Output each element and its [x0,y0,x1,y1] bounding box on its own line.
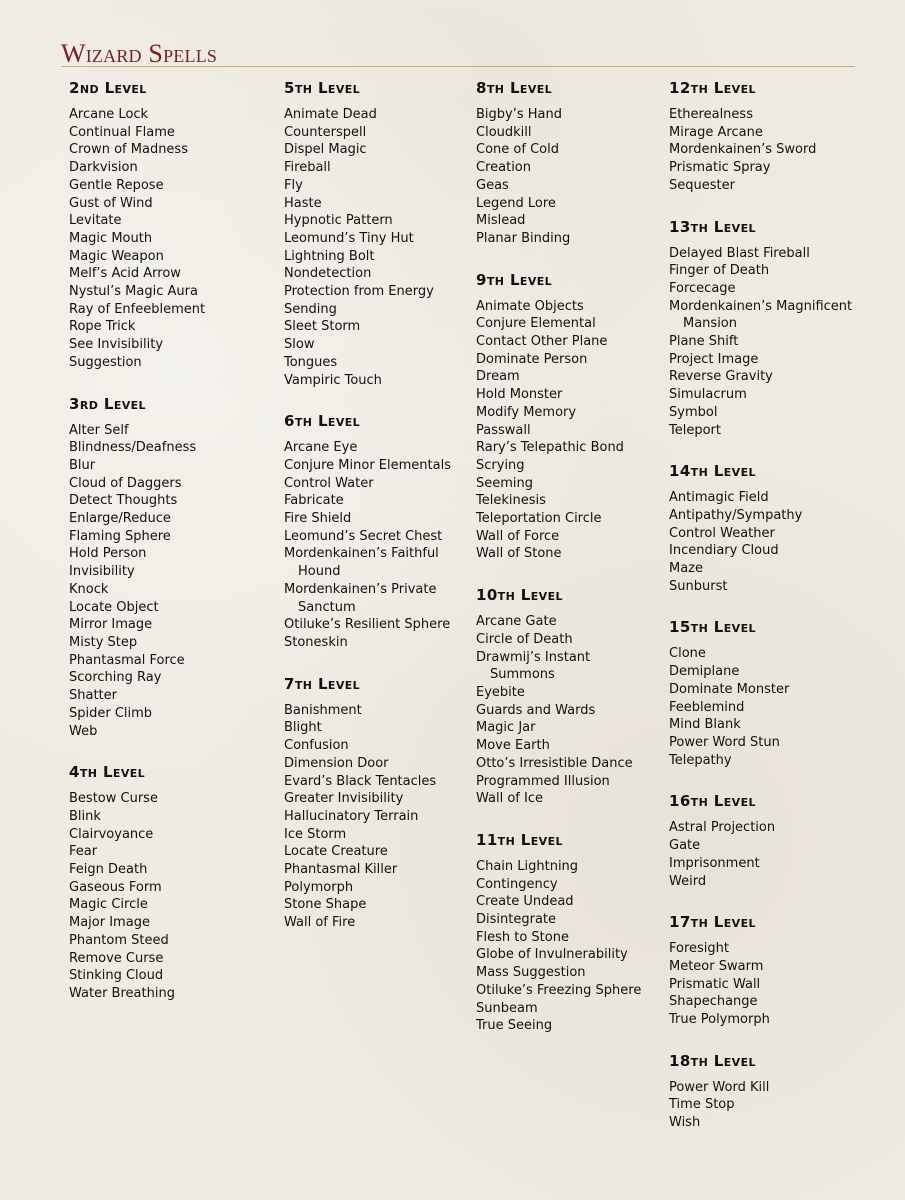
spell-item: Darkvision [69,160,138,176]
spell-item: Magic Weapon [69,248,164,264]
spell-item: Mass Suggestion [476,965,586,981]
spell-item: Magic Circle [69,897,148,913]
level-heading: 2nd Level [69,79,147,97]
spell-item: Power Word Stun [669,734,780,750]
spell-item: Scrying [476,457,525,473]
spell-item: See Invisibility [69,337,164,353]
level-heading: 16th Level [669,792,756,811]
spell-item: Disintegrate [476,912,556,928]
spell-item: Prismatic Wall [669,976,761,992]
level-heading: 4th Level [69,763,146,782]
spell-item: Legend Lore [476,195,556,211]
spell-item: Gust of Wind [69,195,153,211]
spell-item: Mislead [476,213,526,229]
spell-item: Shapechange [669,994,758,1010]
spell-item: Web [69,723,98,739]
spell-item: Major Image [69,915,150,931]
spell-level-section [284,411,466,651]
level-heading: 18th Level [669,1051,756,1070]
spell-item: Blindness/Deafness [69,440,197,456]
spell-item: Stone Shape [284,897,367,913]
spell-item: Hold Person [69,546,147,562]
spell-item: Guards and Wards [476,702,596,718]
spell-item: Teleport [669,422,721,438]
spell-item: Ice Storm [284,826,347,842]
spell-item: Continual Flame [69,124,175,140]
spell-item: Magic Jar [476,720,536,736]
spell-item: Creation [476,160,532,176]
spell-level-section [669,217,899,440]
spell-item: Wall of Fire [284,915,356,931]
spell-level-section [284,78,466,389]
spell-item: Wall of Stone [476,546,562,562]
spell-item: Misty Step [69,634,138,650]
spell-item: Project Image [669,351,759,367]
spell-item: Telepathy [669,752,732,768]
spell-item: Spider Climb [69,705,153,721]
spell-column-1 [69,78,269,1025]
spell-item: Demiplane [669,664,740,680]
spell-item: Locate Object [69,599,159,615]
level-heading: 8th Level [476,79,553,97]
spell-item: Levitate [69,213,122,229]
spell-item: Fire Shield [284,511,352,527]
spell-item: Otiluke’s Freezing Sphere [476,982,642,998]
spell-item: Control Water [284,475,374,491]
spell-item: Astral Projection [669,820,776,836]
spell-item: Ray of Enfeeblement [69,301,206,317]
spell-item: Sequester [669,177,735,193]
spell-item: Power Word Kill [669,1079,770,1095]
spell-item: True Polymorph [669,1012,770,1028]
spell-item: Hypnotic Pattern [284,213,393,229]
spell-list [69,790,269,1002]
spell-item: Rary’s Telepathic Bond [476,440,624,456]
spell-item: Sunburst [669,578,728,594]
spell-list [476,613,658,808]
spell-level-section [669,461,899,595]
spell-item: Conjure Elemental [476,316,596,332]
spell-list [669,106,899,195]
spell-level-section [69,762,269,1002]
spell-item: Dream [476,369,520,385]
spell-item: Feign Death [69,862,148,878]
spell-item: Circle of Death [476,631,573,647]
title-divider [61,66,855,67]
spell-item: Evard’s Black Tentacles [284,773,437,789]
spell-item: Bigby’s Hand [476,107,562,122]
spell-list [669,645,899,769]
level-heading: 14th Level [669,462,756,481]
level-heading: 13th Level [669,217,756,236]
spell-item: Sending [284,301,337,317]
spell-item: Animate Objects [476,298,584,314]
spell-item: Phantasmal Force [69,652,185,668]
spell-list [669,940,899,1029]
spell-item: Mirage Arcane [669,124,763,140]
level-heading: 6th Level [284,412,361,431]
spell-item: Time Stop [669,1097,735,1113]
spell-item: Plane Shift [669,334,739,350]
spell-item: Invisibility [69,564,135,580]
spell-item: Hallucinatory Terrain [284,808,419,824]
spell-item: Bestow Curse [69,791,158,807]
spell-item: Nystul’s Magic Aura [69,284,198,300]
spell-item: Phantom Steed [69,932,169,948]
level-heading: 17th Level [669,913,756,932]
spell-item: Enlarge/Reduce [69,511,171,527]
spell-item: Protection from Energy [284,284,434,300]
spell-item: Blight [284,720,322,736]
spell-item: Prismatic Spray [669,160,771,176]
spell-item: Mind Blank [669,717,741,733]
spell-item: Eyebite [476,684,525,700]
spell-item: Mordenkainen’s Private Sanctum [284,581,437,615]
spell-item: Alter Self [69,422,129,438]
spell-item: Fabricate [284,493,344,509]
spell-item: Forcecage [669,280,736,296]
level-heading: 10th Level [476,586,563,605]
spell-item: Planar Binding [476,230,571,246]
spell-item: Passwall [476,422,531,438]
spell-item: Wall of Force [476,528,560,544]
spell-item: Greater Invisibility [284,791,404,807]
spell-item: Suggestion [69,354,142,370]
spell-level-section [669,791,899,890]
spell-item: Dominate Person [476,351,588,367]
spell-item: Contingency [476,876,558,892]
spell-item: Incendiary Cloud [669,543,779,559]
spell-column-4 [669,78,899,1154]
spell-item: Drawmij’s Instant Summons [476,649,591,683]
level-heading: 15th Level [669,618,756,637]
spell-item: Programmed Illusion [476,773,610,789]
spell-item: Clone [669,646,706,662]
spell-list [69,422,269,741]
spell-item: Create Undead [476,894,574,910]
spell-item: Symbol [669,404,718,420]
spell-item: Remove Curse [69,950,164,966]
spell-item: Telekinesis [476,493,546,509]
spell-item: Mordenkainen’s Magnificent Mansion [669,298,853,332]
spell-item: Reverse Gravity [669,369,773,385]
spell-item: Stinking Cloud [69,968,164,984]
spell-list [669,245,899,440]
spell-list [476,858,658,1035]
spell-item: Simulacrum [669,387,747,403]
spell-item: Chain Lightning [476,858,579,874]
spell-level-section [69,394,269,741]
spell-item: Mordenkainen’s Sword [669,142,817,158]
spell-item: Flesh to Stone [476,929,569,945]
spell-item: Hold Monster [476,387,563,403]
spell-list [669,1079,899,1132]
spell-item: Slow [284,337,315,353]
spell-item: Weird [669,873,707,889]
spell-item: Dominate Monster [669,681,790,697]
spell-item: Finger of Death [669,263,770,279]
spell-item: Rope Trick [69,319,136,335]
spell-item: Contact Other Plane [476,334,608,350]
spell-item: Control Weather [669,525,775,541]
spell-item: Wall of Ice [476,791,543,807]
spell-item: Arcane Eye [284,440,358,456]
spell-item: Blur [69,457,96,473]
spell-item: Water Breathing [69,985,175,1001]
spell-item: Scorching Ray [69,670,162,686]
spell-level-section [669,912,899,1029]
spell-item: Haste [284,195,322,211]
spell-level-section [669,78,899,195]
spell-item: Shatter [69,688,117,704]
spell-item: Otto’s Irresistible Dance [476,755,633,771]
spell-item: Fear [69,844,98,860]
spell-item: Meteor Swarm [669,958,764,974]
spell-item: Clairvoyance [69,826,154,842]
spell-list [669,819,899,890]
spell-list [284,439,466,651]
spell-item: Vampiric Touch [284,372,382,388]
spell-item: Globe of Invulnerability [476,947,628,963]
level-heading: 3rd Level [69,394,146,413]
spell-item: Melf’s Acid Arrow [69,266,181,282]
spell-item: Arcane Gate [476,614,557,630]
spell-item: Teleportation Circle [476,511,602,527]
spell-list [69,106,269,372]
spell-list [284,106,466,389]
spell-item: True Seeing [476,1018,553,1034]
spell-item: Conjure Minor Elementals [284,457,451,473]
spell-item: Blink [69,808,101,824]
spell-item: Locate Creature [284,844,388,860]
spell-item: Antimagic Field [669,490,769,506]
spell-item: Mirror Image [69,617,153,633]
spell-item: Crown of Madness [69,142,188,158]
spell-item: Banishment [284,702,362,718]
level-heading: 7th Level [284,674,361,693]
spell-item: Magic Mouth [69,230,153,246]
spell-item: Confusion [284,738,349,754]
spell-item: Modify Memory [476,404,577,420]
level-heading: 12th Level [669,79,756,97]
spell-item: Sunbeam [476,1000,538,1016]
spell-item: Foresight [669,941,729,957]
spell-item: Flaming Sphere [69,528,171,544]
spell-list [476,298,658,564]
spell-item: Otiluke’s Resilient Sphere [284,617,451,633]
spell-item: Maze [669,561,704,577]
page-title: Wizard Spells [61,39,218,68]
spell-item: Delayed Blast Fireball [669,245,810,261]
spell-level-section [476,830,658,1035]
spell-column-2 [284,78,466,954]
spell-level-section [476,585,658,808]
spell-item: Seeming [476,475,534,491]
spell-item: Etherealness [669,107,753,122]
spell-item: Arcane Lock [69,107,149,122]
spell-item: Fly [284,177,303,193]
spell-level-section [669,1051,899,1132]
spell-item: Gaseous Form [69,879,162,895]
spell-item: Leomund’s Tiny Hut [284,230,414,246]
spell-item: Gentle Repose [69,177,164,193]
spell-item: Gate [669,838,701,854]
spell-item: Feeblemind [669,699,745,715]
spell-item: Cone of Cold [476,142,559,158]
spell-item: Nondetection [284,266,372,282]
spell-item: Counterspell [284,124,367,140]
spell-item: Sleet Storm [284,319,361,335]
spell-level-section [476,270,658,564]
spell-item: Dispel Magic [284,142,367,158]
spell-item: Detect Thoughts [69,493,178,509]
spell-level-section [476,78,658,248]
spell-item: Fireball [284,160,331,176]
level-heading: 5th Level [284,79,361,97]
spell-item: Move Earth [476,738,550,754]
spell-column-3 [476,78,658,1057]
spell-item: Cloud of Daggers [69,475,182,491]
spell-level-section [284,674,466,932]
spell-item: Animate Dead [284,107,377,122]
spell-item: Wish [669,1115,701,1131]
spell-item: Antipathy/Sympathy [669,507,803,523]
spell-item: Leomund’s Secret Chest [284,528,443,544]
spell-item: Dimension Door [284,755,389,771]
spell-item: Imprisonment [669,855,760,871]
spell-item: Geas [476,177,509,193]
spell-list [284,702,466,932]
spell-item: Mordenkainen’s Faithful Hound [284,546,439,580]
spell-item: Stoneskin [284,634,348,650]
spell-item: Tongues [284,354,338,370]
spell-item: Knock [69,581,109,597]
spell-level-section [69,78,269,372]
spell-item: Lightning Bolt [284,248,375,264]
level-heading: 11th Level [476,830,563,849]
spell-list [476,106,658,248]
spell-item: Polymorph [284,879,354,895]
spell-item: Phantasmal Killer [284,862,398,878]
spell-item: Cloudkill [476,124,532,140]
spell-list [669,489,899,595]
spell-level-section [669,617,899,769]
level-heading: 9th Level [476,270,553,289]
